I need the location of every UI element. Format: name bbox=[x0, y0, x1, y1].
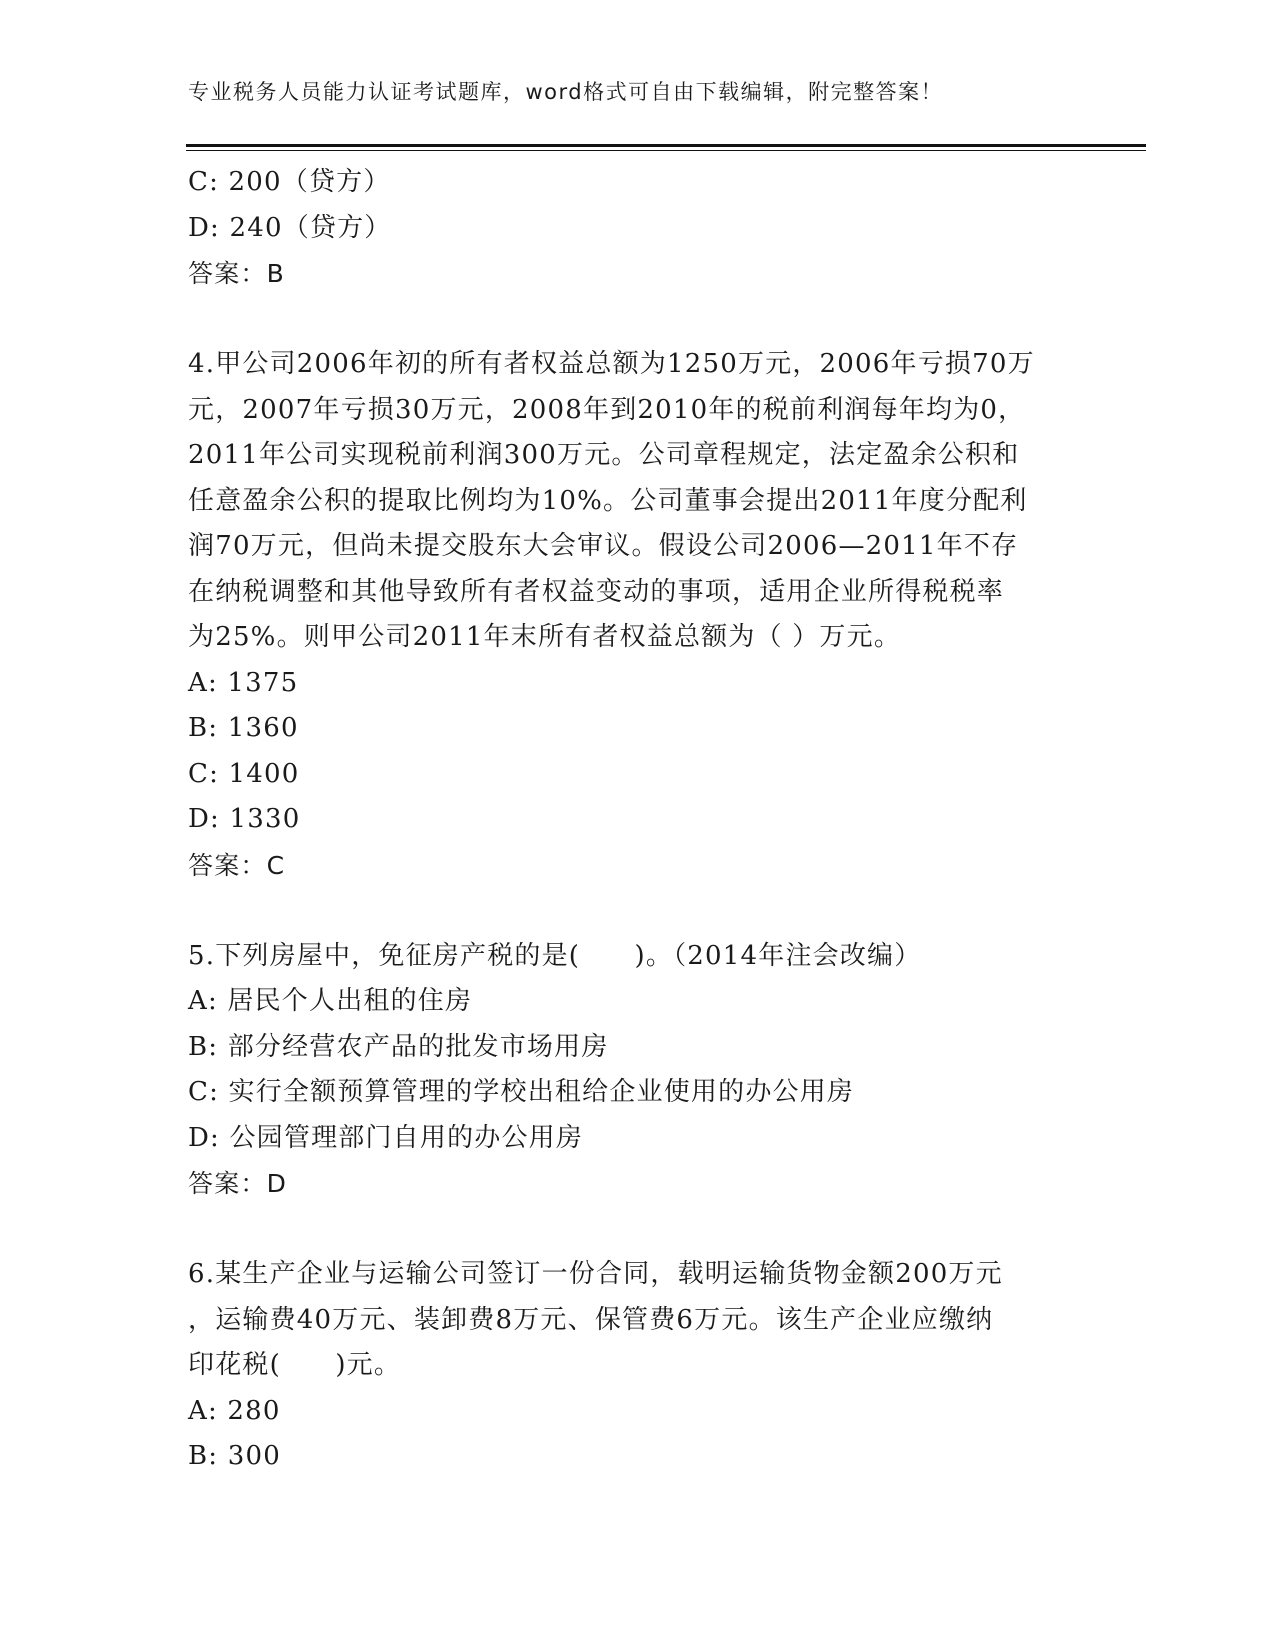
option-b: B: 300 bbox=[188, 1441, 281, 1471]
header-rule-thin bbox=[186, 150, 1146, 151]
document-body bbox=[188, 160, 1088, 1480]
spacer bbox=[188, 888, 1088, 934]
option-c: C: 200（贷方） bbox=[188, 167, 391, 197]
question-text-line: 印花税( )元。 bbox=[188, 1350, 402, 1380]
question-3-tail bbox=[188, 160, 1088, 297]
question-text-line: 2011年公司实现税前利润300万元。公司章程规定，法定盈余公积和 bbox=[188, 440, 1020, 470]
question-text-line: 5.下列房屋中，免征房产税的是( )。（2014年注会改编） bbox=[188, 940, 922, 971]
question-5 bbox=[188, 934, 1088, 1207]
option-b: B: 部分经营农产品的批发市场用房 bbox=[188, 1031, 609, 1062]
question-6 bbox=[188, 1252, 1088, 1480]
header-rule-thick bbox=[186, 144, 1146, 147]
question-4 bbox=[188, 342, 1088, 888]
option-b: B: 1360 bbox=[188, 713, 299, 743]
option-d: D: 1330 bbox=[188, 804, 301, 834]
option-a: A: 1375 bbox=[188, 667, 299, 698]
question-text-line: ，运输费40万元、装卸费8万元、保管费6万元。该生产企业应缴纳 bbox=[188, 1304, 994, 1335]
answer-line: 答案：B bbox=[188, 259, 285, 288]
option-d: D: 公园管理部门自用的办公用房 bbox=[188, 1122, 584, 1153]
question-text-line: 为25%。则甲公司2011年末所有者权益总额为（ ）万元。 bbox=[188, 622, 902, 652]
option-c: C: 实行全额预算管理的学校出租给企业使用的办公用房 bbox=[188, 1077, 855, 1107]
question-text-line: 润70万元，但尚未提交股东大会审议。假设公司2006—2011年不存 bbox=[188, 531, 1019, 561]
option-d: D: 240（贷方） bbox=[188, 212, 392, 243]
option-a: A: 居民个人出租的住房 bbox=[188, 986, 473, 1016]
document-header: 专业税务人员能力认证考试题库，word格式可自由下载编辑，附完整答案！ bbox=[188, 80, 944, 104]
question-text-line: 元，2007年亏损30万元，2008年到2010年的税前利润每年均为0， bbox=[188, 394, 1026, 425]
spacer bbox=[188, 1207, 1088, 1253]
question-text-line: 6.某生产企业与运输公司签订一份合同，载明运输货物金额200万元 bbox=[188, 1259, 1003, 1289]
option-a: A: 280 bbox=[188, 1395, 281, 1426]
question-text-line: 任意盈余公积的提取比例均为10%。公司董事会提出2011年度分配利 bbox=[188, 485, 1028, 516]
answer-line: 答案：D bbox=[188, 1169, 288, 1198]
answer-line: 答案：C bbox=[188, 850, 286, 880]
question-text-line: 4.甲公司2006年初的所有者权益总额为1250万元，2006年亏损70万 bbox=[188, 349, 1035, 379]
question-text-line: 在纳税调整和其他导致所有者权益变动的事项，适用企业所得税税率 bbox=[188, 576, 1005, 607]
option-c: C: 1400 bbox=[188, 758, 300, 789]
spacer bbox=[188, 297, 1088, 343]
